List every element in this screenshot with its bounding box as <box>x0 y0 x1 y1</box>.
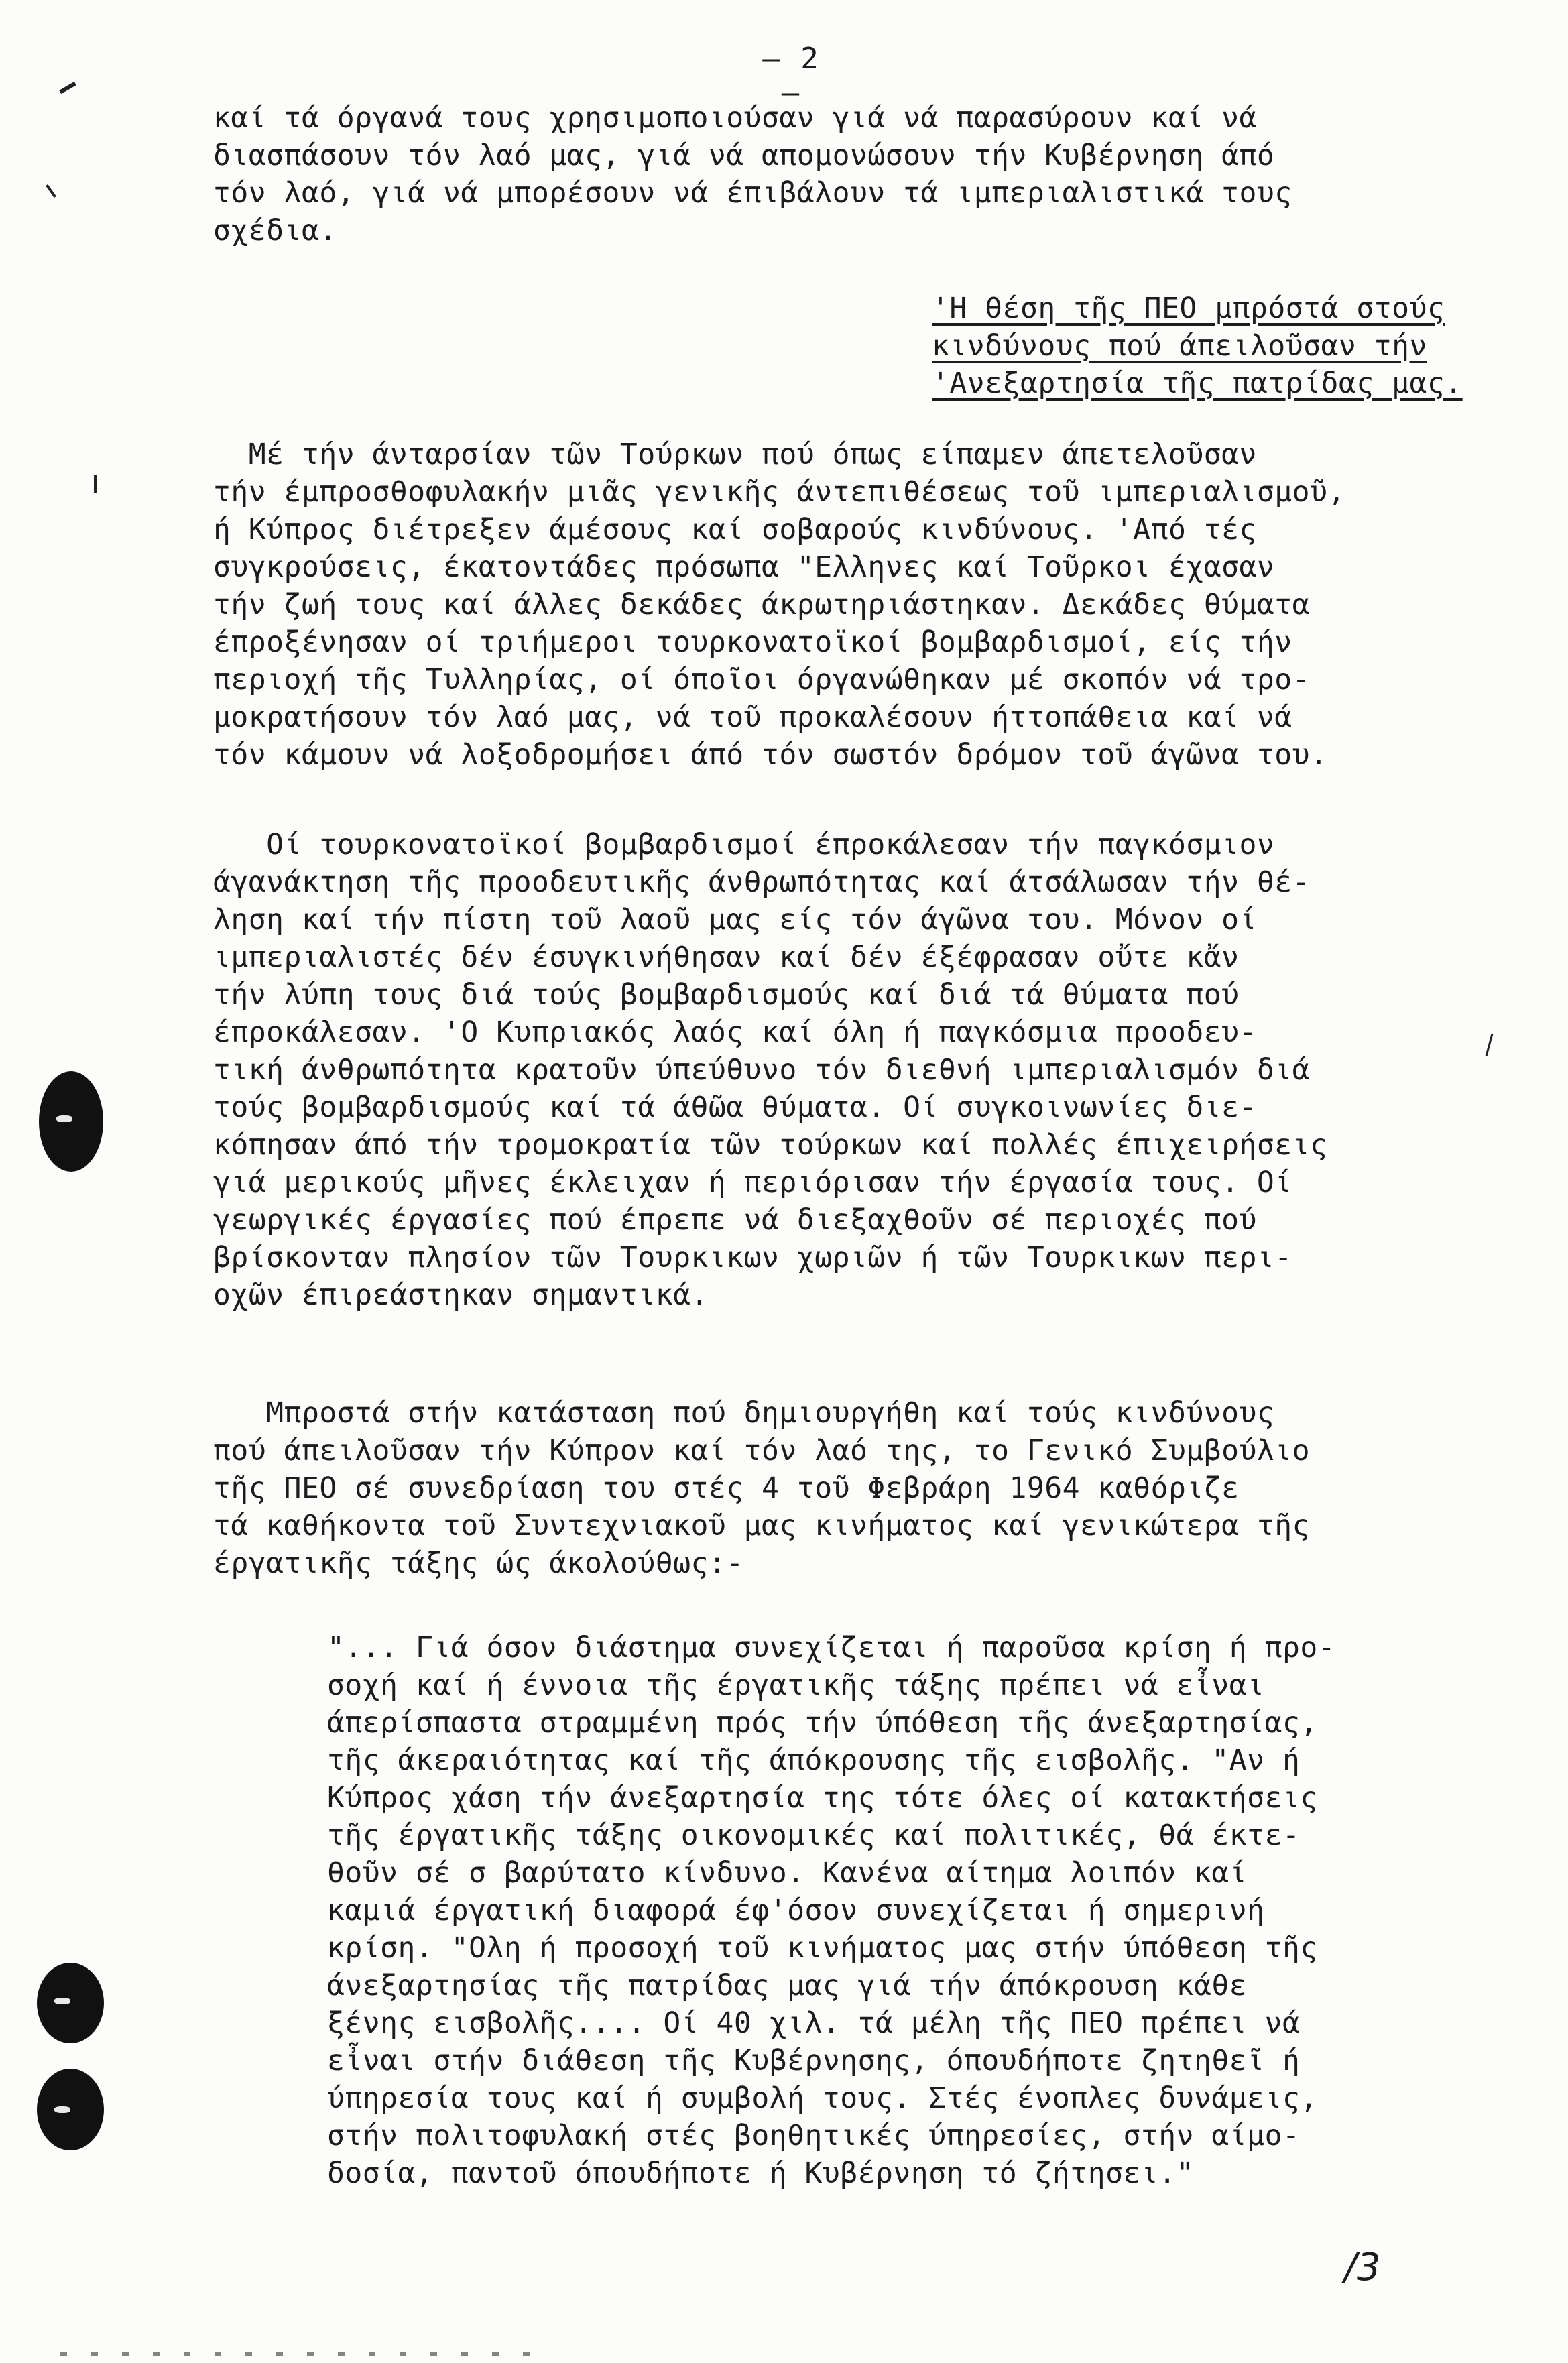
text-line: στήν πολιτοφυλακή στές βοηθητικές ύπηρεσίες, στήν αίμο- <box>327 2119 1301 2153</box>
text-line: σχέδια. <box>213 214 337 247</box>
text-line: κινδύνους πού άπειλοῦσαν τήν <box>932 329 1427 363</box>
text-line: Κύπρος χάση τήν άνεξαρτησία της τότε όλες οί κατακτήσεις <box>327 1781 1318 1815</box>
text-line: κρίση. "Ολη ή προσοχή τοῦ κινήματος μας στήν ύπόθεση τῆς <box>327 1931 1318 1965</box>
text-line: Οί τουρκονατοϊκοί βομβαρδισμοί έπροκάλεσαν τήν παγκόσμιον <box>213 828 1275 861</box>
text-line: 'Η θέση τῆς ΠΕΟ μπρόστά στούς <box>932 292 1445 325</box>
text-line: τόν κάμουν νά λοξοδρομήσει άπό τόν σωστόν δρόμον τοῦ άγῶνα του. <box>213 738 1328 772</box>
text-line: καί τά όργανά τους χρησιμοποιούσαν γιά νά παρασύρουν καί νά <box>213 101 1257 135</box>
punch-hole <box>37 2069 104 2150</box>
text-line: περιοχή τῆς Τυλληρίας, οί όποῖοι όργανώθηκαν μέ σκοπόν νά τρο- <box>213 663 1311 696</box>
text-line: άνεξαρτησίας τῆς πατρίδας μας γιά τήν άπόκρουση κάθε <box>327 1969 1248 2002</box>
text-line: βρίσκονταν πλησίον τῶν Τουρκικων χωριῶν ή τῶν Τουρκικων περι- <box>213 1241 1292 1274</box>
text-line: άγανάκτηση τῆς προοδευτικῆς άνθρωπότητας καί άτσάλωσαν τήν θέ- <box>213 865 1311 899</box>
text-line: ή Κύπρος διέτρεξεν άμέσους καί σοβαρούς κινδύνους. 'Από τές <box>213 513 1257 546</box>
text-line: γιά μερικούς μῆνες έκλειχαν ή περιόρισαν τήν έργασία τους. Οί <box>213 1166 1292 1199</box>
paragraph-general-council <box>213 1394 1310 1582</box>
text-line: τόν λαό, γιά νά μπορέσουν νά έπιβάλουν τά ιμπεριαλιστικά τους <box>213 176 1292 210</box>
text-line: οχῶν έπιρεάστηκαν σημαντικά. <box>213 1278 709 1312</box>
text-line: τήν ζωή τους καί άλλες δεκάδες άκρωτηριάστηκαν. Δεκάδες θύματα <box>213 588 1311 621</box>
text-line: γεωργικές έργασίες πού έπρεπε νά διεξαχθοῦν σέ περιοχές πού <box>213 1203 1257 1237</box>
text-line: τά καθήκοντα τοῦ Συντεχνιακοῦ μας κινήματος καί γενικώτερα τῆς <box>213 1509 1311 1542</box>
text-line: άπερίσπαστα στραμμένη πρός τήν ύπόθεση τῆς άνεξαρτησίας, <box>327 1706 1318 1740</box>
text-line: ύπηρεσία τους καί ή συμβολή τους. Στές ένοπλες δυνάμεις, <box>327 2081 1318 2115</box>
text-line: τῆς ΠΕΟ σέ συνεδρίαση του στές 4 τοῦ Φεβράρη 1964 καθόριζε <box>213 1471 1240 1505</box>
punch-hole <box>39 1071 103 1172</box>
margin-tick <box>1486 1034 1494 1056</box>
text-line: κόπησαν άπό τήν τρομοκρατία τῶν τούρκων καί πολλές έπιχειρήσεις <box>213 1128 1328 1162</box>
bottom-edge-specks <box>60 2352 530 2356</box>
text-line: διασπάσουν τόν λαό μας, γιά νά απομονώσουν τήν Κυβέρνηση άπό <box>213 139 1275 172</box>
paragraph-bombardments <box>213 826 1327 1314</box>
text-line: συγκρούσεις, έκατοντάδες πρόσωπα "Ελληνες καί Τοῦρκοι έχασαν <box>213 550 1275 584</box>
quoted-resolution <box>327 1629 1335 2192</box>
text-line: τούς βομβαρδισμούς καί τά άθῶα θύματα. Οί συγκοινωνίες διε- <box>213 1091 1257 1124</box>
section-heading <box>932 290 1463 402</box>
paragraph-revolt <box>213 436 1345 774</box>
intro-paragraph <box>213 99 1292 249</box>
text-line: πού άπειλοῦσαν τήν Κύπρον καί τόν λαό της, το Γενικό Συμβούλιο <box>213 1434 1311 1467</box>
punch-hole <box>37 1963 104 2043</box>
text-line: εἶναι στήν διάθεση τῆς Κυβέρνησης, όπουδήποτε ζητηθεῖ ή <box>327 2044 1301 2077</box>
text-line: 'Ανεξαρτησία τῆς πατρίδας μας. <box>932 367 1463 400</box>
text-line: σοχή καί ή έννοια τῆς έργατικῆς τάξης πρέπει νά εἶναι <box>327 1669 1265 1702</box>
text-line: τῆς έργατικῆς τάξης οικονομικές καί πολιτικές, θά έκτε- <box>327 1819 1301 1852</box>
text-line: θοῦν σέ σ βαρύτατο κίνδυνο. Κανένα αίτημα λοιπόν καί <box>327 1856 1248 1890</box>
ink-speck <box>46 184 56 198</box>
text-line: τήν έμπροσθοφυλακήν μιᾶς γενικῆς άντεπιθέσεως τοῦ ιμπεριαλισμοῦ, <box>213 475 1345 509</box>
text-line: καμιά έργατική διαφορά έφ'όσον συνεχίζεται ή σημερινή <box>327 1894 1265 1927</box>
continuation-marker: /3 <box>1344 2246 1381 2289</box>
text-line: δοσία, παντοῦ όπουδήποτε ή Κυβέρνηση τό ζήτησει." <box>327 2157 1195 2190</box>
ink-speck <box>59 82 76 94</box>
text-line: Μέ τήν άνταρσίαν τῶν Τούρκων πού όπως είπαμεν άπετελοῦσαν <box>213 438 1257 471</box>
text-line: Μπροστά στήν κατάσταση πού δημιουργήθη καί τούς κινδύνους <box>213 1396 1275 1430</box>
text-line: ιμπεριαλιστές δέν έσυγκινήθησαν καί δέν έξέφρασαν οὔτε κἄν <box>213 941 1240 974</box>
text-line: τήν λύπη τους διά τούς βομβαρδισμούς καί διά τά θύματα πού <box>213 978 1240 1012</box>
text-line: ληση καί τήν πίστη τοῦ λαοῦ μας είς τόν άγῶνα του. Μόνον οί <box>213 903 1257 936</box>
text-line: έπροκάλεσαν. 'Ο Κυπριακός λαός καί όλη ή παγκόσμια προοδευ- <box>213 1016 1257 1049</box>
text-line: τική άνθρωπότητα κρατοῦν ύπεύθυνο τόν διεθνή ιμπεριαλισμόν διά <box>213 1053 1311 1087</box>
text-line: τῆς άκεραιότητας καί τῆς άπόκρουσης τῆς εισβολῆς. "Αν ή <box>327 1744 1301 1777</box>
margin-tick <box>94 475 97 493</box>
text-line: έργατικῆς τάξης ώς άκολούθως:- <box>213 1547 744 1580</box>
page-number: – 2 – <box>762 42 820 110</box>
text-line: έπροξένησαν οί τριήμεροι τουρκονατοϊκοί βομβαρδισμοί, είς τήν <box>213 625 1292 659</box>
text-line: "... Γιά όσον διάστημα συνεχίζεται ή παροῦσα κρίση ή προ- <box>327 1631 1336 1664</box>
text-line: μοκρατήσουν τόν λαό μας, νά τοῦ προκαλέσουν ήττοπάθεια καί νά <box>213 701 1292 734</box>
text-line: ξένης εισβολῆς.... Οί 40 χιλ. τά μέλη τῆς ΠΕΟ πρέπει νά <box>327 2006 1301 2040</box>
